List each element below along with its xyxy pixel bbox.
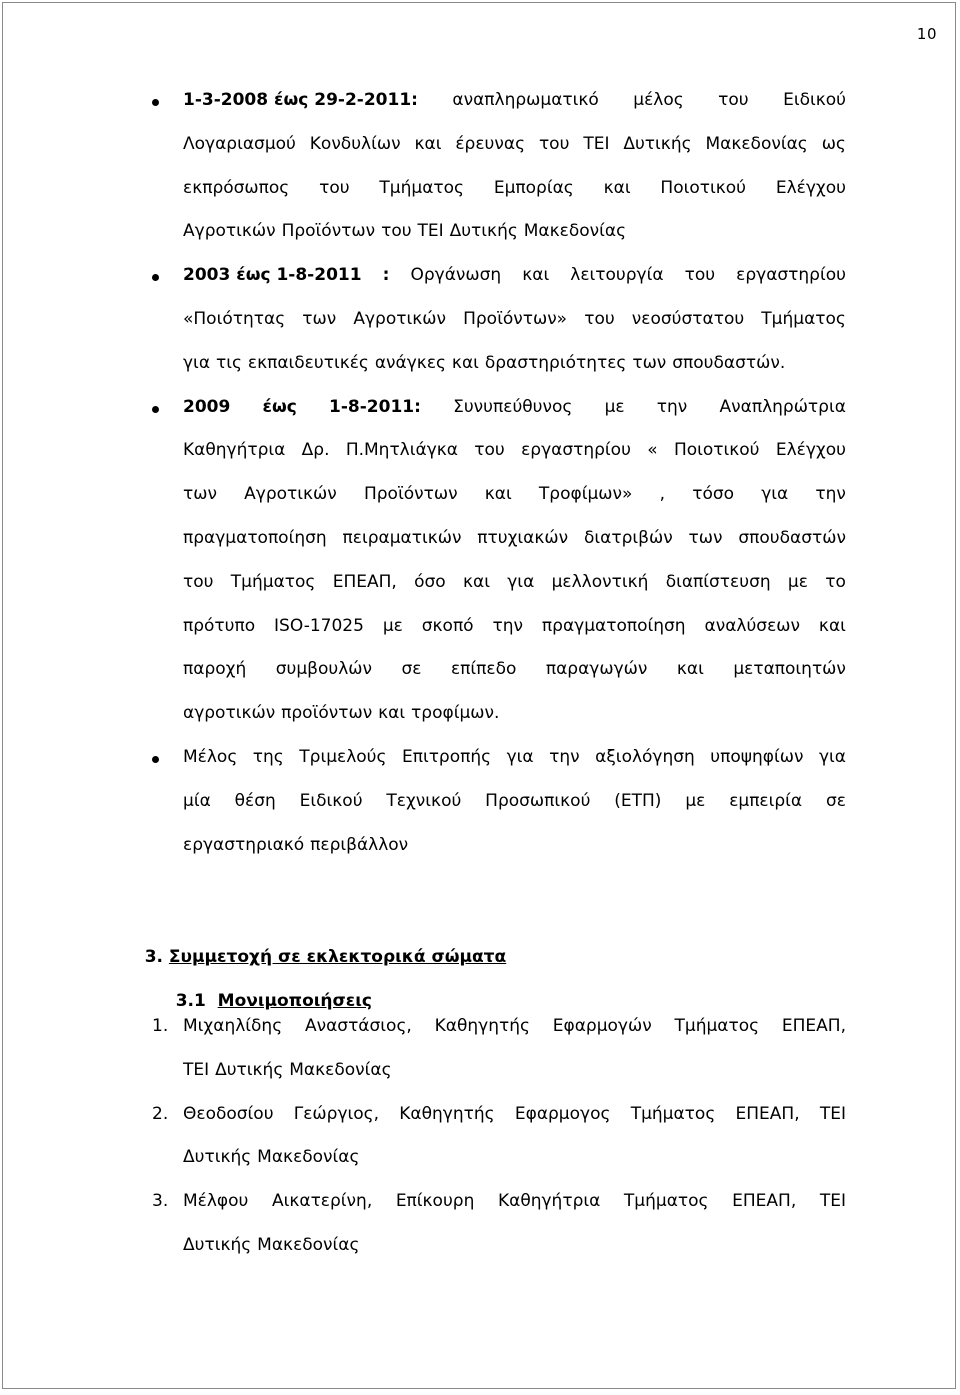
text-word: την	[549, 746, 580, 767]
text-word: θέση	[234, 790, 276, 811]
text-word: νεοσύστατου	[631, 308, 745, 329]
text-word: και	[414, 133, 442, 154]
text-word: Μακεδονίας	[705, 133, 808, 154]
text-word: το	[825, 571, 846, 592]
text-word: έως	[262, 396, 297, 417]
text-word: των	[302, 308, 337, 329]
text-word: Αικατερίνη,	[271, 1191, 373, 1212]
text-word: υποψηφίων	[710, 746, 804, 767]
text-word: Τεχνικού	[386, 790, 462, 811]
text-word: Ποιοτικού	[660, 177, 747, 198]
text-word: σκοπό	[421, 615, 474, 636]
text-word: έρευνας	[455, 133, 526, 154]
text-word: για	[183, 352, 211, 373]
text-word: παροχή	[183, 659, 247, 680]
text-word: του	[183, 571, 214, 592]
text-line	[183, 824, 846, 868]
text-word: ,	[659, 484, 666, 505]
text-word: αξιολόγηση	[595, 746, 695, 767]
text-word: ΕΠΕΑΠ,	[735, 1103, 800, 1124]
text-word: Δυτικής	[215, 1059, 284, 1080]
text-line	[183, 79, 846, 123]
item-number: 1.	[152, 1016, 169, 1036]
text-word: Μακεδονίας	[257, 1147, 360, 1168]
text-word: αναπληρωματικό	[452, 90, 599, 110]
text-word: Μακεδονίας	[289, 1059, 392, 1080]
text-word: Ελέγχου	[775, 440, 846, 461]
text-word: Ειδικού	[299, 790, 363, 811]
text-word: για	[818, 746, 846, 767]
text-word: Τμήματος	[230, 571, 316, 592]
text-line	[183, 386, 846, 430]
text-word: σπουδαστών	[738, 527, 846, 548]
item-number: 3.	[144, 947, 163, 967]
text-word: Δυτικής	[183, 1234, 252, 1255]
text-line	[183, 429, 846, 473]
text-word: εργαστηριακό	[183, 834, 305, 855]
text-word: Αγροτικών	[183, 221, 276, 242]
item-number: 3.1	[175, 991, 206, 1011]
text-word: ΕΠΕΑΠ,	[332, 571, 397, 592]
text-word: Εφαρμογών	[552, 1016, 652, 1036]
text-word: σπουδαστών.	[672, 352, 786, 373]
bullet-icon	[152, 274, 159, 281]
text-word: Ποιοτικού	[673, 440, 760, 461]
text-word: της	[252, 746, 284, 767]
text-word: Τροφίμων»	[538, 484, 633, 505]
text-word: (ΕΤΠ)	[614, 790, 662, 811]
document-page	[2, 2, 956, 1389]
text-word: διαπίστευση	[665, 571, 771, 592]
text-word: και	[462, 571, 490, 592]
text-word: Μιχαηλίδης	[183, 1016, 283, 1036]
text-line	[183, 1180, 846, 1224]
text-line	[183, 780, 846, 824]
text-word: αγροτικών	[183, 703, 276, 724]
text-word: την	[492, 615, 524, 636]
text-word: εκπαιδευτικές	[247, 352, 369, 373]
text-word: «Ποιότητας	[183, 308, 286, 329]
text-word: Αγροτικών	[244, 484, 337, 505]
text-word: ΤΕΙ	[183, 1059, 210, 1080]
text-word: Οργάνωση	[410, 265, 502, 286]
text-word: τις	[215, 352, 242, 373]
text-word: Μακεδονίας	[257, 1234, 360, 1255]
text-word: και	[522, 265, 550, 286]
text-word: εργαστηρίου	[736, 265, 846, 286]
text-word: την	[815, 484, 846, 505]
text-word: Συνυπεύθυνος	[453, 396, 573, 417]
text-line	[183, 1093, 846, 1137]
text-word: ISO-17025	[274, 615, 364, 636]
text-word: περιβάλλον	[310, 834, 409, 855]
text-word: ΤΕΙ	[819, 1103, 846, 1124]
text-word: όσο	[414, 571, 446, 592]
text-word: 2003 έως 1-8-2011	[183, 265, 362, 286]
text-line	[183, 517, 846, 561]
text-word: με	[382, 615, 403, 636]
text-word: Δυτικής	[449, 221, 518, 242]
text-word: πραγματοποίηση	[183, 527, 327, 548]
text-line	[183, 1224, 846, 1268]
text-word: Επιτροπής	[401, 746, 492, 767]
text-word: των	[183, 484, 217, 505]
text-word: με	[787, 571, 808, 592]
text-word: και	[378, 703, 406, 724]
text-word: και	[451, 352, 479, 373]
item-number: 3.	[152, 1191, 169, 1212]
text-word: του	[538, 133, 570, 154]
text-word: παραγωγών	[545, 659, 648, 680]
bullet-icon	[152, 99, 159, 106]
text-line	[183, 692, 846, 736]
bullet-icon	[152, 406, 159, 413]
text-line	[183, 736, 846, 780]
heading-title: Μονιμοποιήσεις	[217, 991, 372, 1011]
text-word: Προϊόντων	[281, 221, 376, 242]
text-word: Τμήματος	[674, 1016, 760, 1036]
text-word: συμβουλών	[275, 659, 373, 680]
text-word: «	[647, 440, 658, 461]
text-word: και	[603, 177, 631, 198]
text-word: και	[484, 484, 512, 505]
text-word: Τμήματος	[761, 308, 846, 329]
text-word: του	[474, 440, 505, 461]
text-word: την	[656, 396, 688, 417]
text-word: λειτουργία	[570, 265, 664, 286]
text-line	[183, 473, 846, 517]
text-line	[183, 648, 846, 692]
heading-title: Συμμετοχή σε εκλεκτορικά σώματα	[168, 947, 507, 967]
text-word: Ελέγχου	[775, 177, 846, 198]
text-line	[183, 254, 846, 298]
committee-members-list	[152, 1005, 846, 1268]
text-word: Τμήματος	[630, 1103, 716, 1124]
text-word: για	[506, 746, 534, 767]
text-word: Π.Μητλιάγκα	[345, 440, 458, 461]
text-word: ΕΠΕΑΠ,	[732, 1191, 797, 1212]
text-word: Εμπορίας	[493, 177, 574, 198]
text-word: των	[632, 352, 667, 373]
text-line	[183, 342, 846, 386]
text-word: Προϊόντων	[363, 484, 458, 505]
activity-list	[3, 79, 955, 867]
item-number: 2.	[152, 1103, 169, 1124]
text-word: Καθηγήτρια	[497, 1191, 601, 1212]
list-item	[152, 1005, 846, 1093]
text-line	[183, 167, 846, 211]
list-item	[183, 254, 846, 385]
text-word: πρότυπο	[183, 615, 256, 636]
text-word: 2009	[183, 396, 231, 417]
text-word: ΕΠΕΑΠ,	[781, 1016, 846, 1036]
text-word: για	[507, 571, 535, 592]
page-number: 10	[916, 25, 937, 43]
text-word: επίπεδο	[450, 659, 517, 680]
text-line	[183, 1049, 846, 1093]
text-word: Τμήματος	[623, 1191, 709, 1212]
text-word: Ειδικού	[783, 90, 846, 110]
text-word: διατριβών	[583, 527, 673, 548]
bullet-icon	[152, 756, 159, 763]
text-word: σε	[825, 790, 846, 811]
text-word: για	[761, 484, 789, 505]
text-line	[183, 123, 846, 167]
text-line	[183, 210, 846, 254]
text-word: Αναπληρώτρια	[719, 396, 846, 417]
text-word: ανάγκες	[374, 352, 446, 373]
text-word: Μακεδονίας	[523, 221, 627, 242]
list-item	[183, 386, 846, 736]
text-word: αναλύσεων	[704, 615, 801, 636]
text-word: του	[584, 308, 615, 329]
text-word: μελλοντική	[551, 571, 649, 592]
text-word: Μέλφου	[183, 1191, 249, 1212]
text-word: τόσο	[692, 484, 735, 505]
text-word: ΤΕΙ	[417, 221, 444, 242]
text-word: εμπειρία	[729, 790, 803, 811]
list-item	[152, 1093, 846, 1181]
text-word: και	[818, 615, 846, 636]
text-word: ΤΕΙ	[583, 133, 610, 154]
text-word: Δυτικής	[183, 1147, 252, 1168]
list-item	[152, 1180, 846, 1268]
text-word: Εφαρμογος	[514, 1103, 611, 1124]
text-word: Κονδυλίων	[309, 133, 401, 154]
text-word: μέλος	[633, 90, 684, 110]
text-word: του	[684, 265, 716, 286]
text-word: Καθηγητής	[434, 1016, 530, 1036]
list-item	[183, 736, 846, 867]
text-word: 1-3-2008 έως 29-2-2011:	[183, 90, 418, 110]
text-word: προϊόντων	[281, 703, 373, 724]
text-word: :	[382, 265, 390, 286]
text-word: με	[685, 790, 706, 811]
text-line	[183, 605, 846, 649]
text-word: σε	[401, 659, 422, 680]
text-word: Επίκουρη	[395, 1191, 475, 1212]
text-line	[183, 1136, 846, 1180]
text-word: Δυτικής	[623, 133, 692, 154]
text-word: Γεώργιος,	[293, 1103, 380, 1124]
text-word: Προϊόντων»	[463, 308, 568, 329]
text-word: δραστηριότητες	[484, 352, 627, 373]
text-word: Δρ.	[301, 440, 330, 461]
text-line	[183, 298, 846, 342]
text-word: ως	[821, 133, 846, 154]
text-word: και	[676, 659, 704, 680]
text-word: Αγροτικών	[353, 308, 446, 329]
text-word: 1-8-2011:	[329, 396, 421, 417]
text-word: Προσωπικού	[485, 790, 591, 811]
text-word: του	[381, 221, 412, 242]
text-word: Καθηγήτρια	[183, 440, 286, 461]
list-item	[183, 79, 846, 254]
text-word: Καθηγητής	[399, 1103, 495, 1124]
text-word: Τμήματος	[379, 177, 465, 198]
text-word: του	[319, 177, 350, 198]
text-word: των	[688, 527, 723, 548]
text-word: εργαστηρίου	[521, 440, 631, 461]
text-word: Τριμελούς	[299, 746, 387, 767]
text-word: με	[604, 396, 625, 417]
text-word: Θεοδοσίου	[183, 1103, 274, 1124]
text-word: πτυχιακών	[477, 527, 569, 548]
text-word: Μέλος	[183, 746, 238, 767]
text-word: πραγματοποίηση	[541, 615, 686, 636]
text-line	[183, 561, 846, 605]
text-line	[183, 1005, 846, 1049]
text-word: πειραματικών	[342, 527, 462, 548]
text-word: εκπρόσωπος	[183, 177, 290, 198]
text-word: μεταποιητών	[733, 659, 846, 680]
text-word: Αναστάσιος,	[304, 1016, 412, 1036]
text-word: ΤΕΙ	[819, 1191, 846, 1212]
text-word: μία	[183, 790, 211, 811]
text-word: Λογαριασμού	[183, 133, 296, 154]
text-word: του	[718, 90, 749, 110]
text-word: τροφίμων.	[411, 703, 500, 724]
